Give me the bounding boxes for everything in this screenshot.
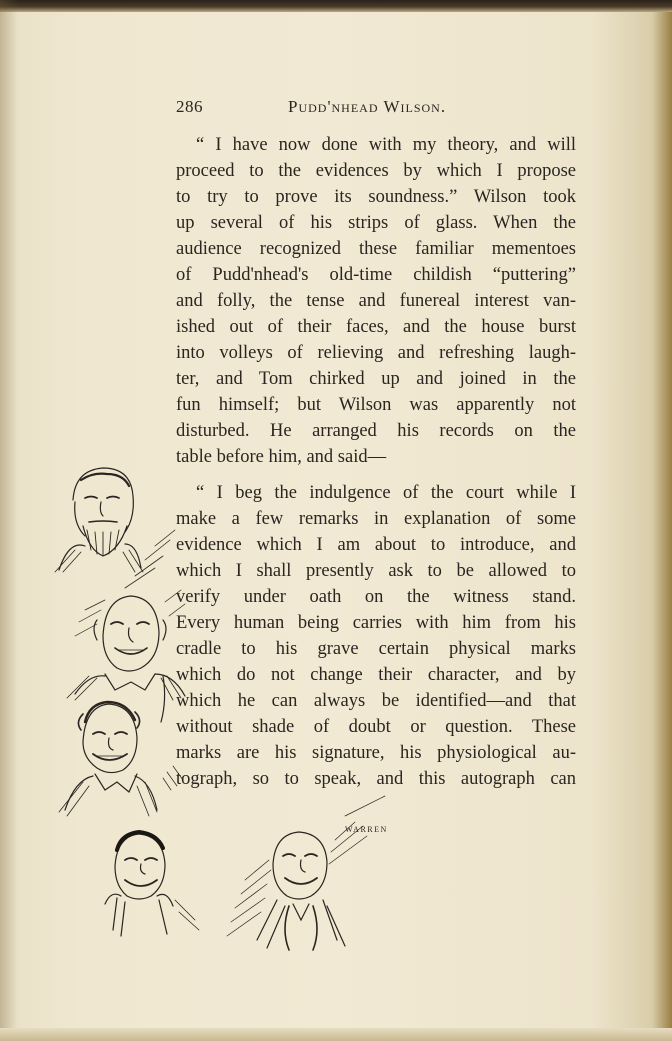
text-line: “ I beg the indulgence of the court while I <box>196 483 576 503</box>
text-line: tograph, so to speak, and this autograph can <box>176 769 576 789</box>
text-line: Every human being carries with him from his <box>176 613 576 633</box>
binding-shadow <box>0 0 18 1041</box>
page-bottom-edge <box>0 1028 672 1041</box>
page-top-edge <box>0 0 672 12</box>
text-line: and folly, the tense and funereal interest van- <box>176 291 576 311</box>
page-header <box>176 97 576 121</box>
text-line: ter, and Tom chirked up and joined in the <box>176 369 576 389</box>
artist-signature: WARREN <box>345 825 388 834</box>
page-number: 286 <box>176 97 203 116</box>
text-line: “ I have now done with my theory, and will <box>196 135 576 155</box>
bald-man-sketch <box>67 590 185 700</box>
text-line: without shade of doubt or question. These <box>176 717 576 737</box>
running-title: Pudd'nhead Wilson. <box>288 97 447 116</box>
text-line: which I shall presently ask to be allowed to <box>176 561 576 581</box>
text-line: of Pudd'nhead's old-time childish “puttering” <box>176 265 576 285</box>
text-line: which do not change their character, and by <box>176 665 576 685</box>
text-line: verify under oath on the witness stand. <box>176 587 576 607</box>
text-line: evidence which I am about to introduce, and <box>176 535 576 555</box>
text-line: into volleys of relieving and refreshing laugh- <box>176 343 576 363</box>
text-line: make a few remarks in explanation of some <box>176 509 576 529</box>
text-line: audience recognized these familiar mementoes <box>176 239 576 259</box>
text-line: ished out of their faces, and the house burst <box>176 317 576 337</box>
bearded-man-sketch <box>55 468 143 572</box>
text-line: proceed to the evidences by which I propose <box>176 161 576 181</box>
smiling-man-right-sketch <box>227 796 385 950</box>
text-line: fun himself; but Wilson was apparently not <box>176 395 576 415</box>
text-line: up several of his strips of glass. When the <box>176 213 576 233</box>
text-line: which he can always be identified—and that <box>176 691 576 711</box>
text-line: to try to prove its soundness.” Wilson took <box>176 187 576 207</box>
grinning-man-sketch <box>59 702 183 816</box>
smiling-man-left-sketch <box>105 832 199 936</box>
text-line: cradle to his grave certain physical marks <box>176 639 576 659</box>
text-line: marks are his signature, his physiological au- <box>176 743 576 763</box>
text-line: table before him, and said— <box>176 447 387 467</box>
text-line: disturbed. He arranged his records on the <box>176 421 576 441</box>
